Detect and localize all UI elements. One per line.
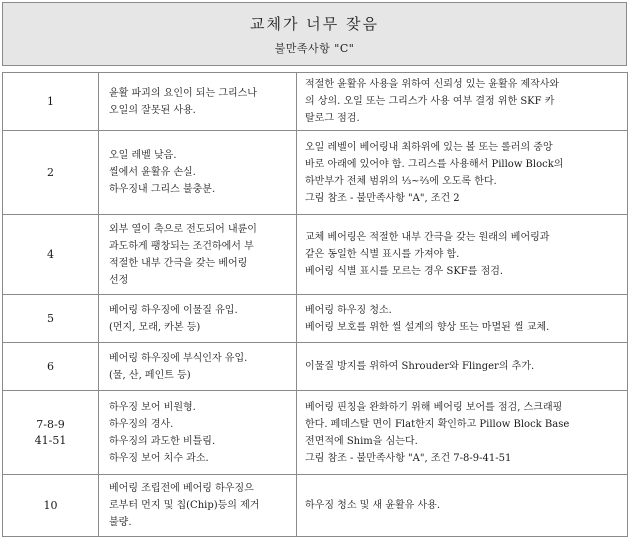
cause-cell: 베어링 조립전에 베어링 하우징으 로부터 먼지 및 칩(Chip)등의 제거 불량. — [99, 475, 297, 537]
condition-code: 1 — [3, 73, 99, 131]
table-row — [3, 475, 628, 537]
page-title: 교체가 너무 잦음 — [250, 14, 379, 33]
remedy-cell: 베어링 핀칭을 완화하기 위해 베어링 보어를 점검, 스크래핑 한다. 페데스탈 면이 Flat한지 확인하고 Pillow Block Base 전면적에 Shim을 심는다. 그림 참조 - 불만족사항 "A", 조건 7-8-9-41-51 — [297, 391, 628, 475]
table-row — [3, 295, 628, 343]
condition-code: 7-8-9 41-51 — [3, 391, 99, 475]
remedy-cell: 이물질 방지를 위하여 Shrouder와 Flinger의 추가. — [297, 343, 628, 391]
condition-code: 2 — [3, 131, 99, 215]
cause-cell: 윤활 파괴의 요인이 되는 그리스나 오일의 잘못된 사용. — [99, 73, 297, 131]
condition-code: 4 — [3, 215, 99, 295]
troubleshooting-table — [2, 72, 628, 537]
table-row — [3, 215, 628, 295]
table-row — [3, 131, 628, 215]
remedy-cell: 교체 베어링은 적절한 내부 간극을 갖는 원래의 베어링과 같은 동일한 식별 표시를 가져야 함. 베어링 식별 표시를 모르는 경우 SKF를 점검. — [297, 215, 628, 295]
condition-code: 6 — [3, 343, 99, 391]
cause-cell: 베어링 하우징에 이물질 유입. (먼지, 모래, 카본 등) — [99, 295, 297, 343]
table-row — [3, 343, 628, 391]
table-row — [3, 391, 628, 475]
cause-cell: 하우징 보어 비원형. 하우징의 경사. 하우징의 과도한 비틀림. 하우징 보어 치수 과소. — [99, 391, 297, 475]
table-row — [3, 73, 628, 131]
remedy-cell: 오일 레벨이 베어링내 최하위에 있는 볼 또는 롤러의 중앙 바로 아래에 있어야 함. 그리스를 사용해서 Pillow Block의 하반부가 전체 범위의 ⅓~⅔에 오도록 한다. 그림 참조 - 불만족사항 "A", 조건 2 — [297, 131, 628, 215]
condition-code: 5 — [3, 295, 99, 343]
cause-cell: 오일 레벨 낮음. 씰에서 윤활유 손실. 하우징내 그리스 불충분. — [99, 131, 297, 215]
remedy-cell: 적절한 윤활유 사용을 위하여 신뢰성 있는 윤활유 제작사와 의 상의. 오일 또는 그리스가 사용 여부 결정 위한 SKF 카 탈로그 점검. — [297, 73, 628, 131]
remedy-cell: 하우징 청소 및 새 윤활유 사용. — [297, 475, 628, 537]
page-subtitle: 불만족사항 "C" — [274, 41, 355, 55]
remedy-cell: 베어링 하우징 청소. 베어링 보호를 위한 씰 설계의 향상 또는 마멸된 씰 교체. — [297, 295, 628, 343]
cause-cell: 외부 열이 축으로 전도되어 내륜이 과도하게 팽창되는 조건하에서 부 적절한 내부 간극을 갖는 베어링 선정 — [99, 215, 297, 295]
document — [2, 2, 627, 537]
header-box — [2, 2, 627, 66]
condition-code: 10 — [3, 475, 99, 537]
cause-cell: 베어링 하우징에 부식인자 유입. (물, 산, 페인트 등) — [99, 343, 297, 391]
